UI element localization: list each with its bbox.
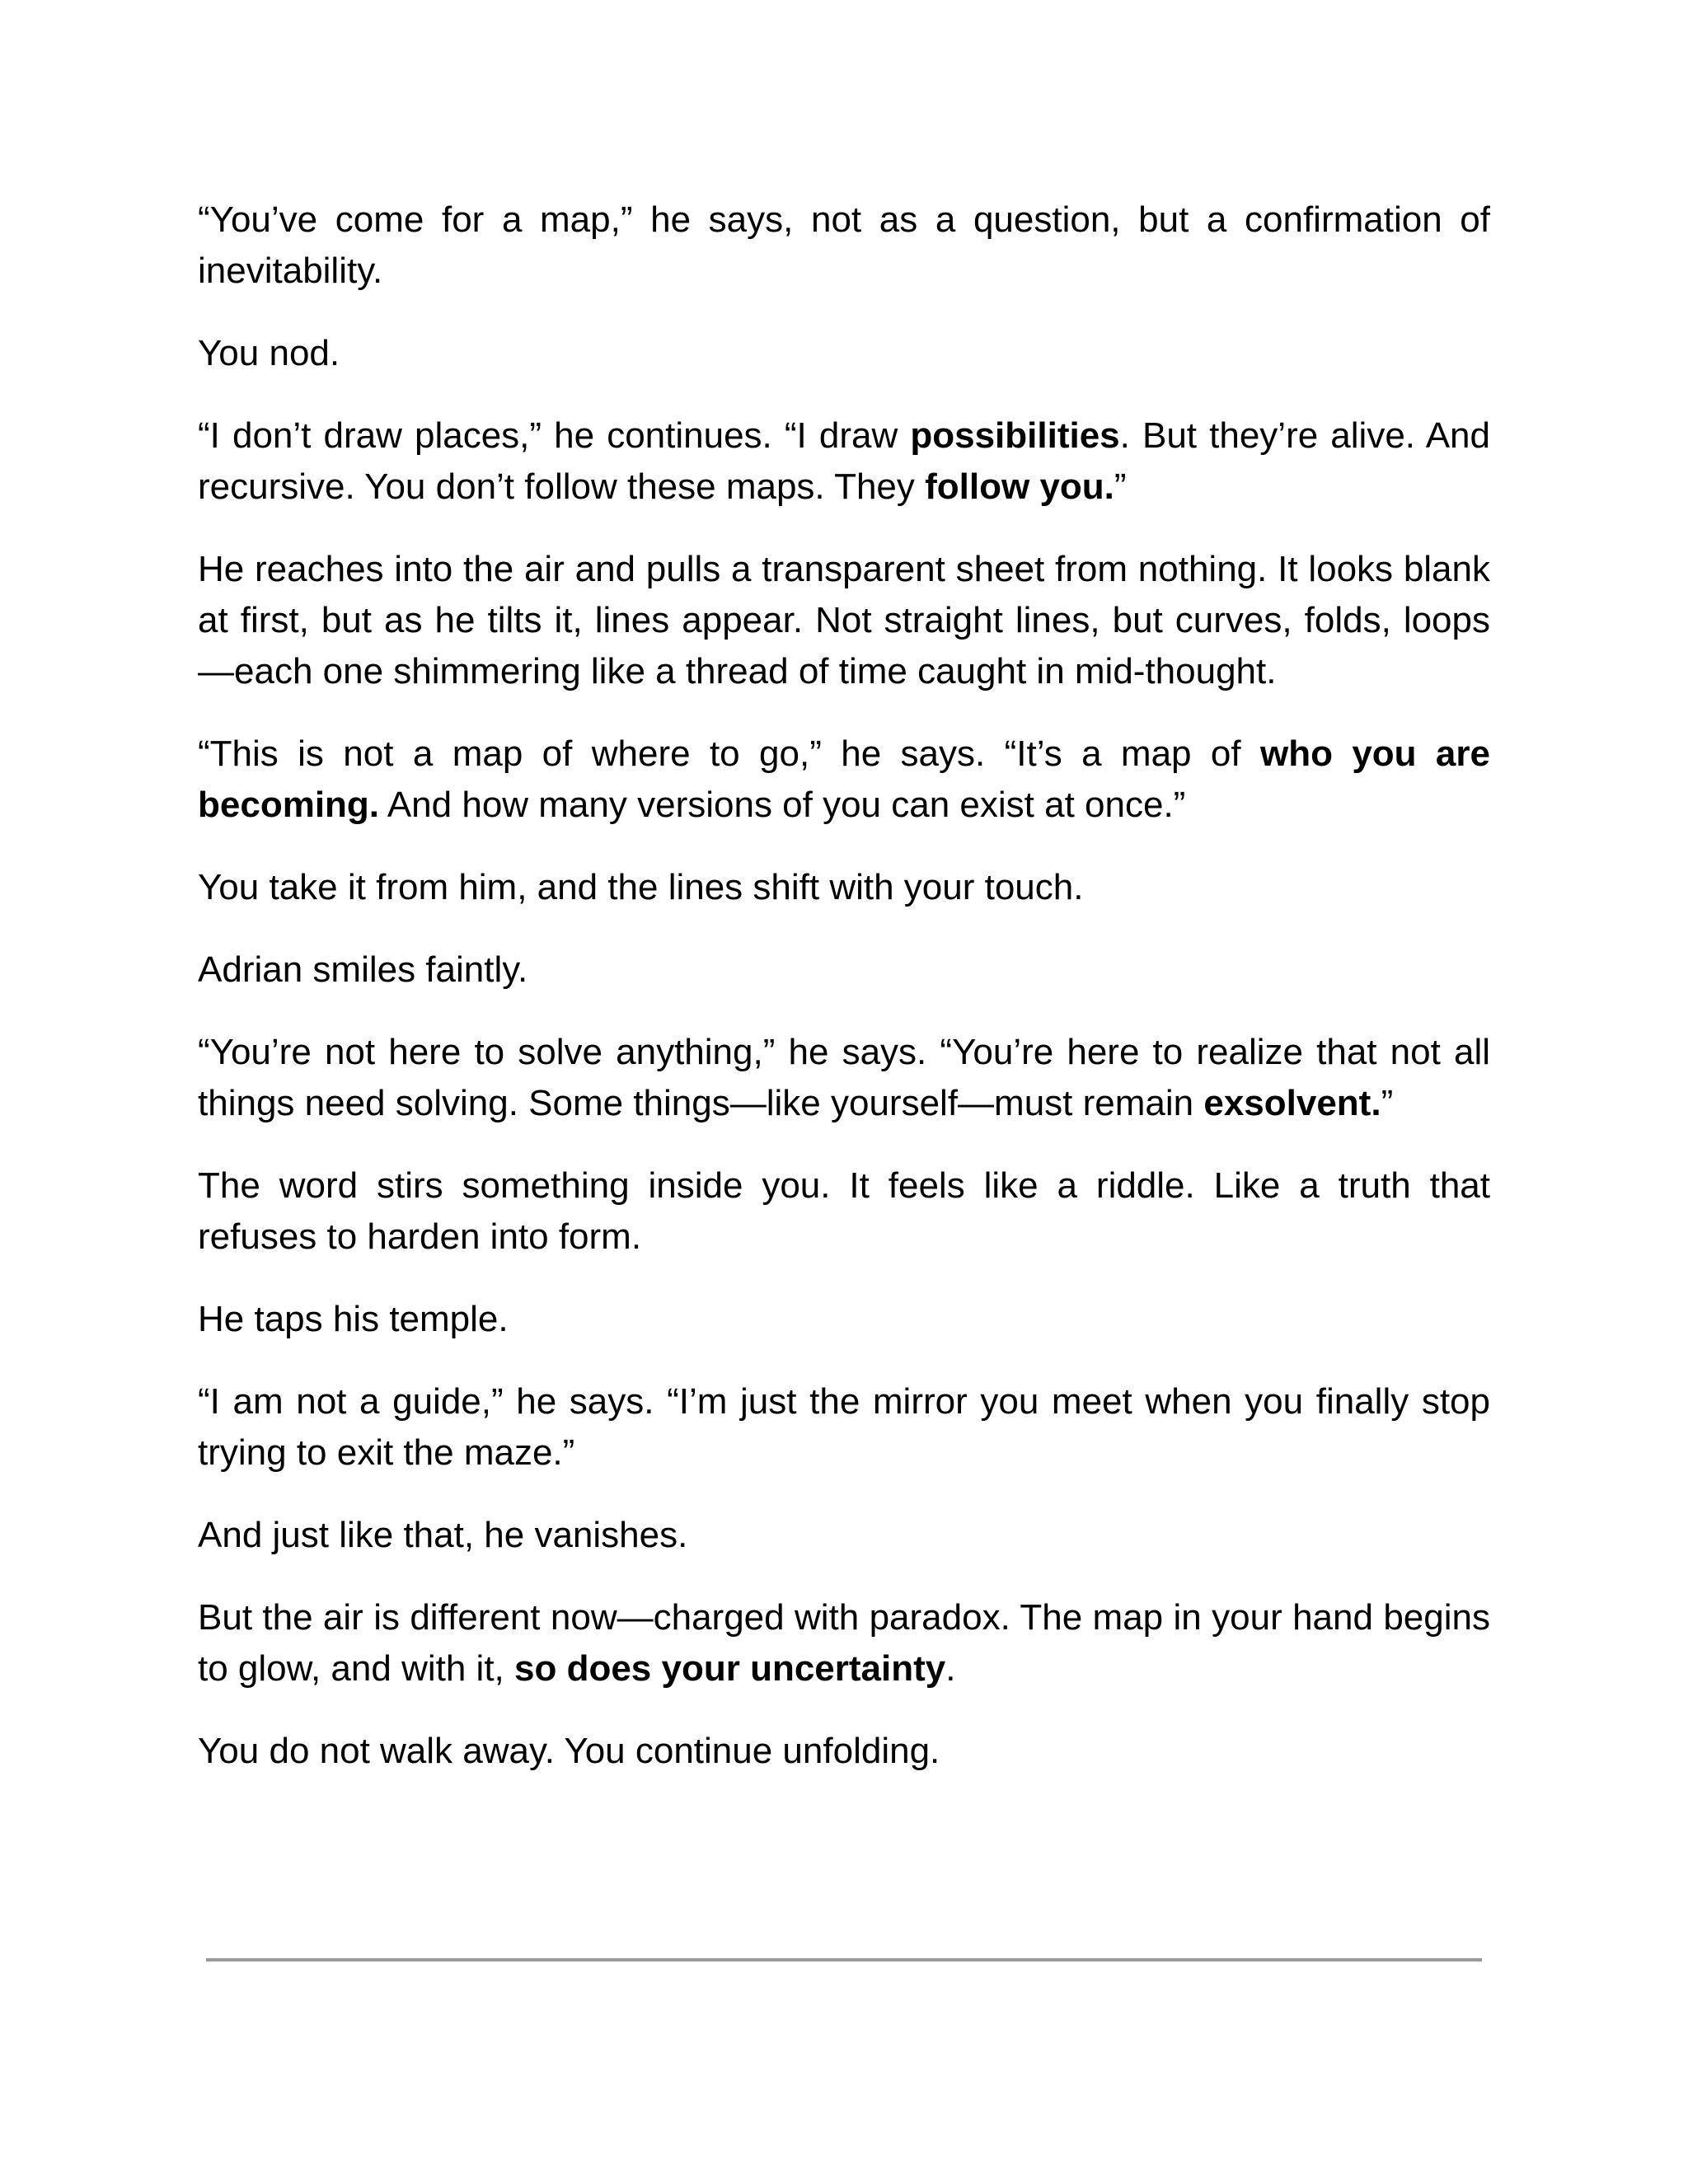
paragraph-map-request — [198, 194, 1490, 297]
paragraph-not-a-guide — [198, 1376, 1490, 1479]
text-run: ” — [1381, 1083, 1394, 1123]
paragraph-exsolvent — [198, 1027, 1490, 1129]
bold-text-possibilities: possibilities — [910, 415, 1120, 456]
paragraph-you-nod — [198, 328, 1490, 379]
text-run: You do not walk away. You continue unfolding. — [198, 1731, 940, 1771]
paragraph-transparent-sheet — [198, 544, 1490, 697]
paragraph-uncertainty — [198, 1592, 1490, 1694]
document-body — [198, 194, 1490, 1808]
bold-text-follow-you: follow you. — [925, 466, 1114, 507]
paragraph-adrian-smiles — [198, 944, 1490, 996]
text-run: “I don’t draw places,” he continues. “I draw — [198, 415, 911, 456]
paragraph-taps-temple — [198, 1294, 1490, 1345]
paragraph-word-stirs — [198, 1160, 1490, 1263]
text-run: Adrian smiles faintly. — [198, 949, 528, 990]
text-run: You take it from him, and the lines shift with your touch. — [198, 867, 1084, 907]
text-run: And how many versions of you can exist at once.” — [379, 785, 1186, 825]
text-run: . But they’re alive. And recursive. You don’t follow these maps. They — [198, 415, 1490, 507]
text-run: And just like that, he vanishes. — [198, 1515, 688, 1555]
bold-text-exsolvent: exsolvent. — [1203, 1083, 1381, 1123]
paragraph-continue-unfolding — [198, 1726, 1490, 1777]
bold-text-so-does-your-uncertainty: so does your uncertainty — [514, 1648, 946, 1689]
text-run: “I am not a guide,” he says. “I’m just the mirror you meet when you finally stop trying to exit the maze.” — [198, 1381, 1490, 1473]
text-run: He taps his temple. — [198, 1299, 509, 1339]
paragraph-vanishes — [198, 1510, 1490, 1561]
text-run: You nod. — [198, 333, 340, 373]
bold-text-who-you-are-becoming: who you are becoming. — [198, 733, 1490, 825]
horizontal-divider — [206, 1958, 1482, 1961]
text-run: . — [945, 1648, 956, 1689]
text-run: “You’ve come for a map,” he says, not as a question, but a confirmation of inevitability. — [198, 199, 1490, 291]
text-run: ” — [1114, 466, 1127, 507]
text-run: The word stirs something inside you. It feels like a riddle. Like a truth that refuses to harden into form. — [198, 1165, 1490, 1257]
paragraph-take-it — [198, 862, 1490, 913]
paragraph-possibilities — [198, 410, 1490, 513]
text-run: “You’re not here to solve anything,” he says. “You’re here to realize that not all things need solving. Some things—like yourself—must remain — [198, 1032, 1490, 1123]
text-run: But the air is different now—charged with paradox. The map in your hand begins to glow, and with it, — [198, 1597, 1490, 1689]
paragraph-who-you-are-becoming — [198, 729, 1490, 831]
text-run: “This is not a map of where to go,” he says. “It’s a map of — [198, 733, 1260, 774]
text-run: He reaches into the air and pulls a transparent sheet from nothing. It looks blank at first, but as he tilts it, lines appear. Not straight lines, but curves, folds, loops—each one shimmering like a thread of time caught in mid-thought. — [198, 549, 1490, 691]
